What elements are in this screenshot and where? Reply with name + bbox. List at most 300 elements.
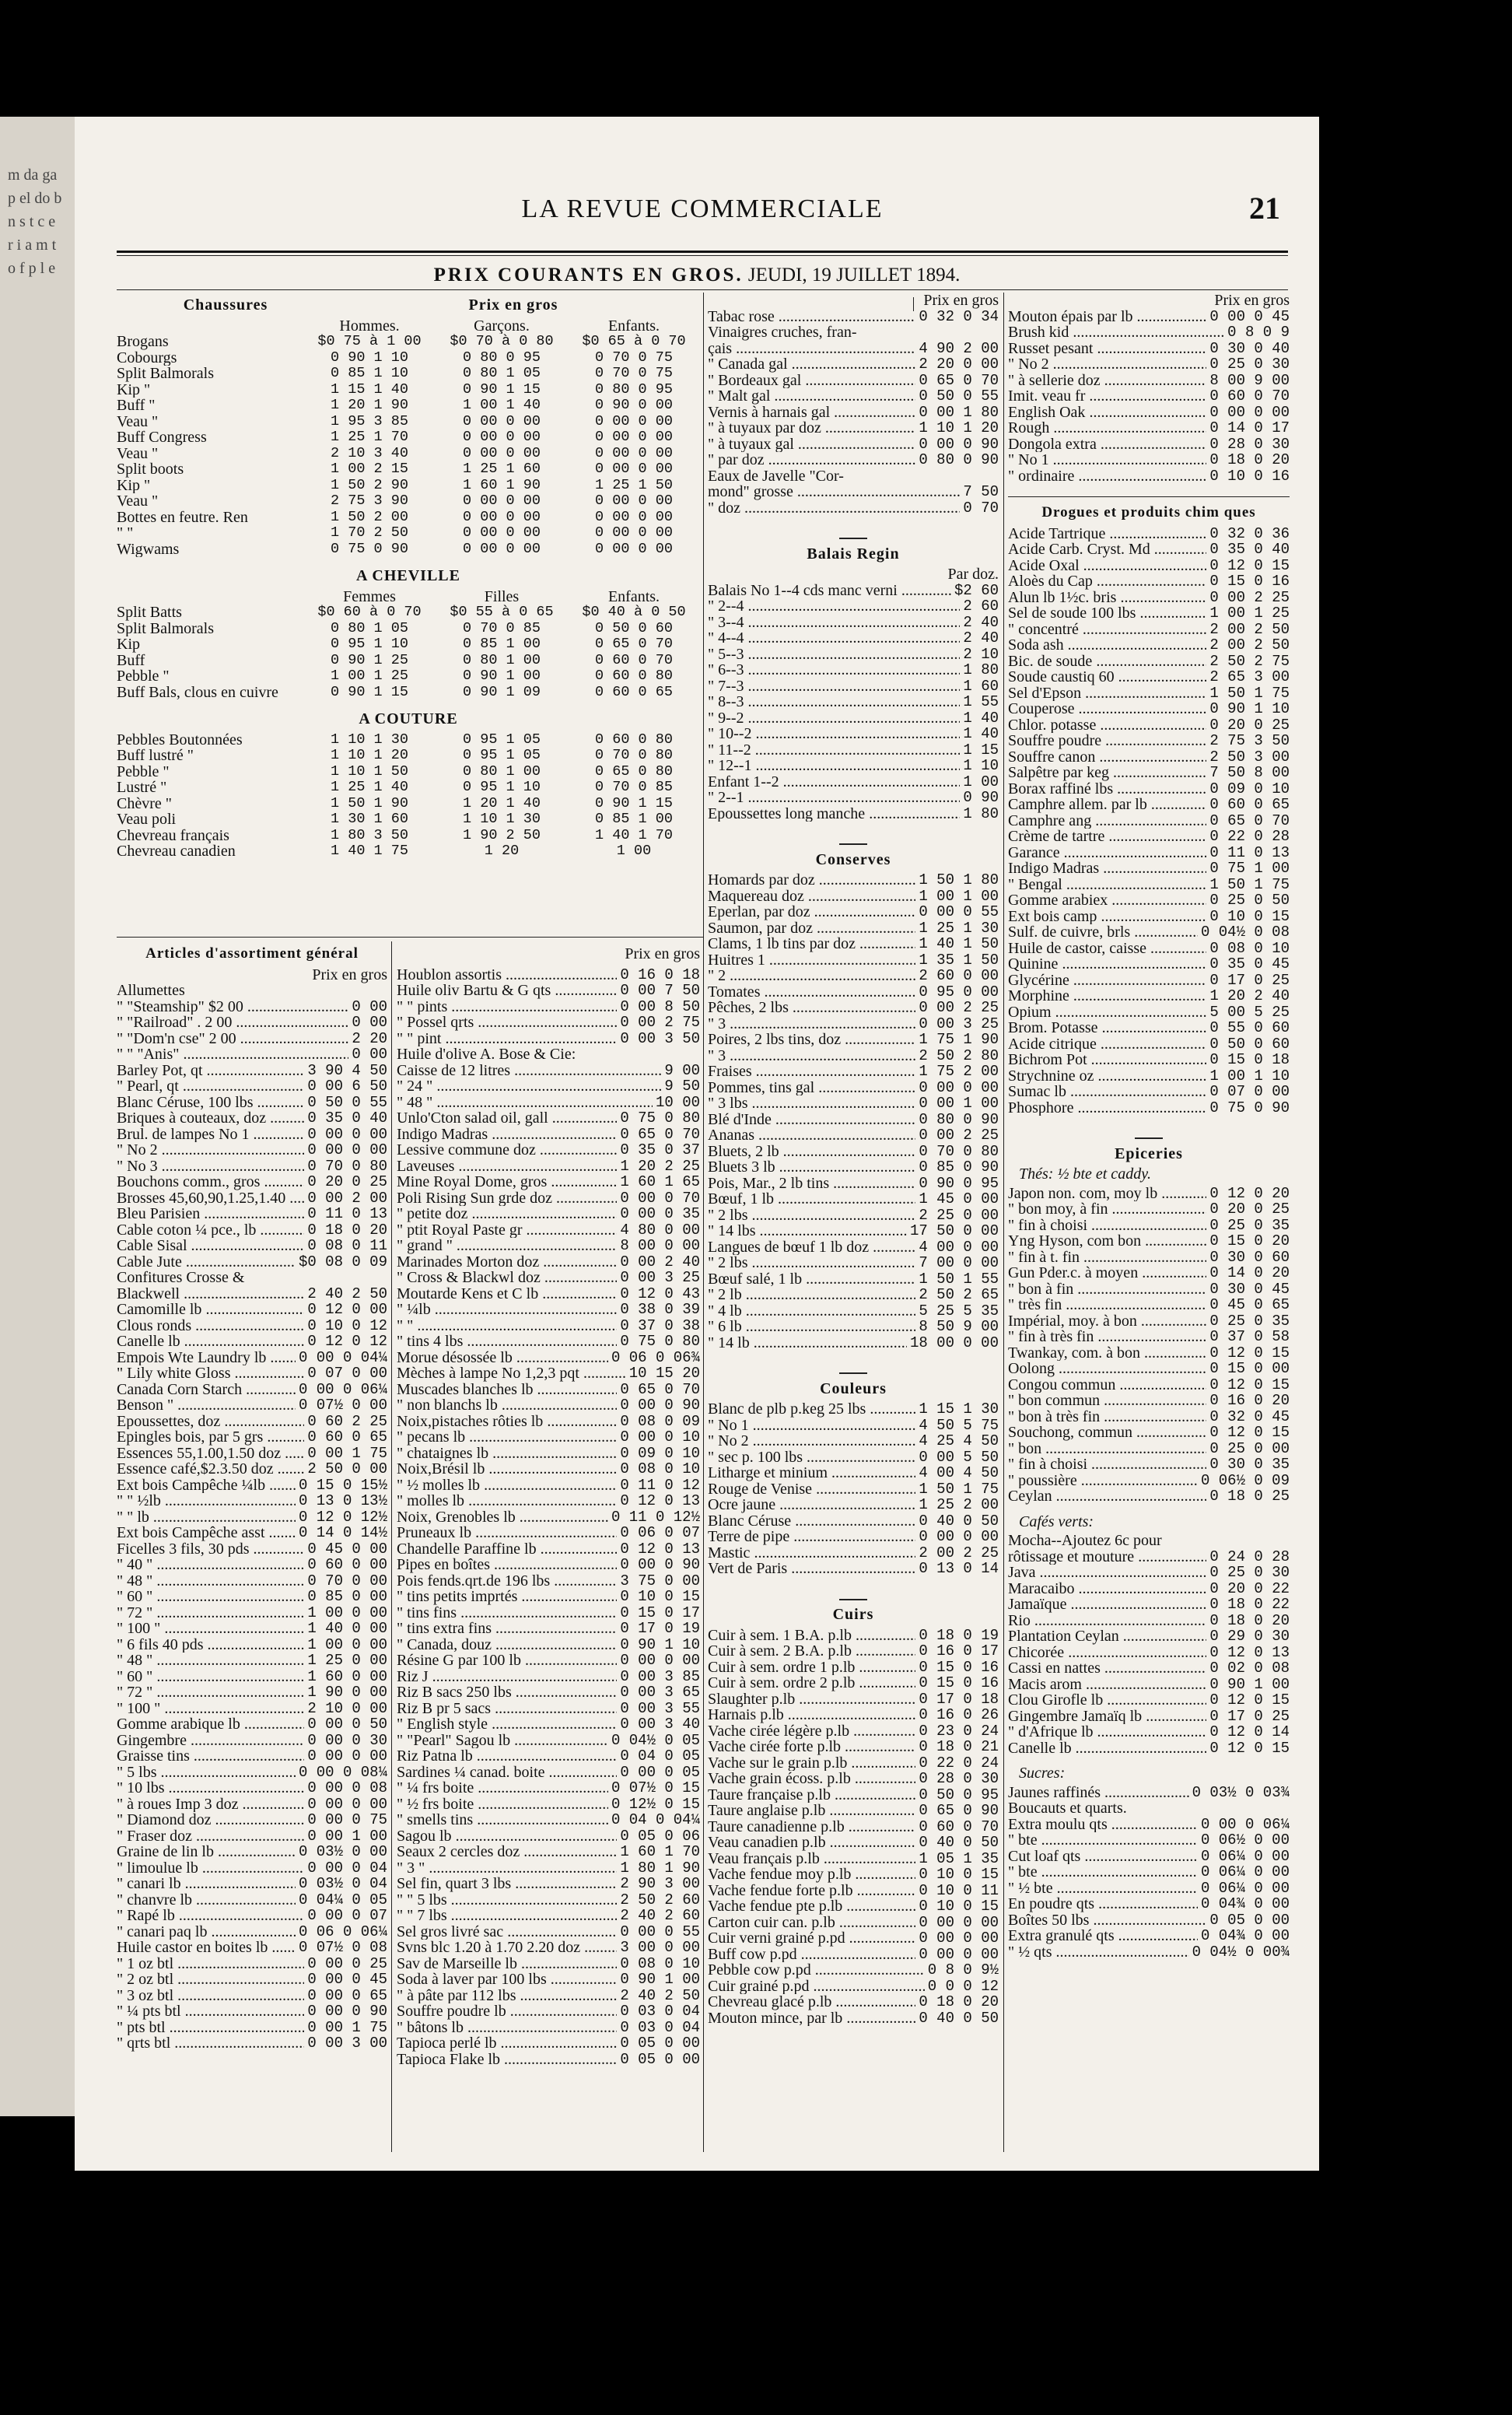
item-name: Split Batts xyxy=(117,605,182,621)
price-row xyxy=(117,1046,387,1063)
item-name: " fin à très fin ..... xyxy=(1008,1329,1206,1345)
item-name: " 2 lbs ..... xyxy=(708,1255,915,1271)
price-row xyxy=(708,1513,999,1530)
price-row xyxy=(117,1509,387,1526)
price-row xyxy=(397,1828,700,1845)
item-name: Confitures Crosse & xyxy=(117,1270,245,1286)
item-price: 1 10 1 20 xyxy=(919,420,999,436)
item-name: Barley Pot, qt ..... xyxy=(117,1063,304,1079)
item-name: Maquereau doz ..... xyxy=(708,889,915,905)
item-price: 1 40 0 00 xyxy=(307,1621,387,1637)
price-row xyxy=(708,1643,999,1660)
item-price: 0 00 0 04 xyxy=(307,1859,387,1876)
item-name: Noix,pistaches rôties lb ..... xyxy=(397,1414,617,1430)
item-price: 4 00 4 50 xyxy=(919,1465,999,1481)
item-price: 0 12 0 13 xyxy=(620,1493,700,1509)
price-row xyxy=(708,1112,999,1128)
price-row xyxy=(397,1174,700,1190)
item-price: 0 10 0 11 xyxy=(919,1882,999,1898)
price-row xyxy=(117,1924,387,1940)
price-row xyxy=(1008,590,1290,606)
item-price: 0 16 0 18 xyxy=(620,966,700,983)
price-row xyxy=(397,1429,700,1446)
item-price: 0 12 0 14 xyxy=(1209,1724,1290,1740)
item-name: " No 1 ..... xyxy=(1008,452,1206,468)
price-row xyxy=(1008,420,1290,436)
item-price: 0 20 0 25 xyxy=(1209,1201,1290,1218)
item-name: " " xyxy=(117,525,134,542)
price-row xyxy=(397,1238,700,1254)
item-name: Oolong ..... xyxy=(1008,1361,1206,1377)
price-row xyxy=(1008,1473,1290,1489)
price-row xyxy=(397,1796,700,1813)
item-price: 0 95 1 10 xyxy=(331,636,408,652)
price-row xyxy=(1008,1581,1290,1597)
item-price: 0 16 0 17 xyxy=(919,1643,999,1660)
price-row xyxy=(1008,1068,1290,1085)
item-price: 0 04½ 0 00¾ xyxy=(1192,1944,1290,1960)
item-name: çais ..... xyxy=(708,341,915,357)
item-price: 2 50 2 60 xyxy=(620,1891,700,1908)
price-row xyxy=(117,1637,387,1653)
item-price: 0 90 1 10 xyxy=(331,349,408,366)
item-price: 0 00 0 55 xyxy=(620,1923,700,1940)
item-price: 0 00 0 00 xyxy=(463,445,541,461)
item-price: 0 60 2 25 xyxy=(307,1413,387,1429)
item-name: Soude caustiq 60 ..... xyxy=(1008,669,1206,685)
item-price: 0 00 2 00 xyxy=(307,1190,387,1206)
column-rule xyxy=(703,293,704,2152)
item-name: Cuir à sem. 1 B.A. p.lb ..... xyxy=(708,1628,915,1644)
price-row xyxy=(1008,988,1290,1004)
item-name: " " ..... xyxy=(397,1318,617,1334)
item-price: 0 35 0 37 xyxy=(620,1142,700,1158)
item-name: Sel de soude 100 lbs ..... xyxy=(1008,605,1206,622)
item-name: " "Pearl" Sagou lb ..... xyxy=(397,1733,608,1749)
price-row xyxy=(117,1461,387,1477)
item-name: " 3 lbs ..... xyxy=(708,1095,915,1112)
column-4 xyxy=(1008,293,1290,1960)
item-price: 0 00 0 00 xyxy=(595,493,673,509)
item-price: 0 04¾ 0 00 xyxy=(1200,1896,1290,1912)
price-row xyxy=(1008,701,1290,717)
item-name: " 100 " ..... xyxy=(117,1621,304,1637)
price-row xyxy=(397,1589,700,1605)
masthead-title: LA REVUE COMMERCIALE xyxy=(521,195,884,223)
price-row xyxy=(117,1493,387,1509)
item-name: Chandelle Paraffine lb ..... xyxy=(397,1541,617,1558)
price-row xyxy=(1008,1613,1290,1629)
item-price: 0 12 0 20 xyxy=(1209,1185,1290,1201)
item-price: 0 00 0 65 xyxy=(307,1987,387,2003)
item-name: Pruneaux lb ..... xyxy=(397,1525,617,1541)
item-name: " ½ molles lb ..... xyxy=(397,1477,617,1494)
item-name: Canelle lb ..... xyxy=(117,1334,304,1350)
item-price: 0 00 0 00 xyxy=(463,413,541,429)
price-row xyxy=(1008,669,1290,685)
price-row xyxy=(708,1561,999,1577)
item-name: Camphre ang ..... xyxy=(1008,813,1206,829)
price-row xyxy=(708,1898,999,1915)
item-price: 0 00 0 00 xyxy=(595,445,673,461)
price-row xyxy=(117,1350,387,1366)
price-row xyxy=(1008,356,1290,373)
item-name: Split Balmorals xyxy=(117,620,214,636)
item-price: 0 90 1 00 xyxy=(620,1972,700,1988)
item-name: Gomme arabiex ..... xyxy=(1008,892,1206,909)
item-name: Pebbles Boutonnées xyxy=(117,731,243,748)
price-row xyxy=(397,2003,700,2020)
item-name: " 6--3 ..... xyxy=(708,662,960,678)
price-row xyxy=(708,1675,999,1691)
price-row xyxy=(397,1110,700,1127)
item-name: Cuir à sem. ordre 2 p.lb ..... xyxy=(708,1675,915,1691)
item-price: 0 80 0 90 xyxy=(919,452,999,468)
price-row xyxy=(397,1605,700,1621)
item-price: 0 00 0 00 xyxy=(463,525,541,541)
price-row xyxy=(397,1908,700,1924)
item-price: 1 15 xyxy=(963,741,999,758)
item-price: 0 00 0 45 xyxy=(1209,308,1290,324)
item-price: 1 00 0 00 xyxy=(307,1636,387,1653)
item-name: Eperlan, par doz ..... xyxy=(708,904,915,920)
item-price: 0 00 xyxy=(352,998,387,1015)
price-row xyxy=(708,952,999,969)
price-row xyxy=(708,710,999,727)
price-row xyxy=(397,1653,700,1669)
item-name: Pois fends.qrt.de 196 lbs ..... xyxy=(397,1573,617,1590)
item-price: 0 60 0 65 xyxy=(595,684,673,700)
item-price: 2 20 xyxy=(352,1030,387,1046)
item-price: 0 00 0 55 xyxy=(919,904,999,920)
item-price: 0 80 0 95 xyxy=(463,349,541,366)
item-name: " chanvre lb ..... xyxy=(117,1892,296,1909)
item-price: 9 00 xyxy=(664,1062,700,1078)
item-price: 8 00 0 00 xyxy=(620,1238,700,1254)
item-price: 1 80 xyxy=(963,805,999,822)
price-row xyxy=(1008,1880,1290,1897)
item-name: Sel fin, quart 3 lbs ..... xyxy=(397,1876,617,1892)
item-price: 0 90 xyxy=(963,790,999,806)
price-row xyxy=(1008,749,1290,766)
price-row xyxy=(708,1545,999,1562)
item-price: 0 40 0 50 xyxy=(919,1512,999,1529)
price-row xyxy=(397,1446,700,1462)
price-row xyxy=(397,1509,700,1526)
item-name: " " pints ..... xyxy=(397,999,617,1015)
price-row xyxy=(708,1176,999,1192)
price-row xyxy=(708,1962,999,1979)
item-price: 0 09 0 10 xyxy=(620,1445,700,1461)
item-name: Chèvre " xyxy=(117,795,172,811)
price-row xyxy=(397,1095,700,1111)
item-price: 0 75 0 90 xyxy=(1209,1099,1290,1116)
item-name: Mouton épais par lb ..... xyxy=(1008,309,1206,325)
item-name: Caisse de 12 litres ..... xyxy=(397,1063,661,1079)
item-name: " Malt gal ..... xyxy=(708,388,915,405)
price-row xyxy=(397,1063,700,1079)
item-price: 0 25 0 50 xyxy=(1209,892,1290,909)
price-row xyxy=(1008,1832,1290,1849)
item-price: 0 80 1 05 xyxy=(463,366,541,381)
price-row xyxy=(708,936,999,952)
price-row xyxy=(1008,813,1290,829)
item-price: 0 11 0 13 xyxy=(1209,844,1290,860)
item-price: 0 45 0 00 xyxy=(307,1540,387,1557)
item-name: Blé d'Inde ..... xyxy=(708,1112,915,1128)
price-row xyxy=(708,1303,999,1320)
price-row xyxy=(1008,373,1290,389)
price-row xyxy=(1008,654,1290,670)
item-price: 1 25 1 70 xyxy=(331,429,408,445)
short-rule xyxy=(839,538,867,539)
item-price: 2 20 0 00 xyxy=(919,356,999,373)
item-price: 0 00 0 06¼ xyxy=(1200,1816,1290,1832)
price-row xyxy=(708,1739,999,1755)
item-price: 1 05 1 35 xyxy=(919,1850,999,1866)
item-name: " " ½lb ..... xyxy=(117,1493,296,1509)
price-row xyxy=(1008,468,1290,485)
price-row xyxy=(708,726,999,742)
item-name: " "Railroad" . 2 00 ..... xyxy=(117,1015,348,1031)
item-price: 0 14 0 17 xyxy=(1209,420,1290,436)
item-name: " Cross & Blackwl doz ..... xyxy=(397,1270,617,1286)
price-row xyxy=(708,1401,999,1418)
item-price: 0 29 0 30 xyxy=(1209,1628,1290,1645)
item-name: Gingembre Jamaïq lb ..... xyxy=(1008,1709,1206,1725)
item-name: " fin à choisi ..... xyxy=(1008,1456,1206,1473)
price-row xyxy=(708,1208,999,1224)
item-price: 0 00 0 90 xyxy=(620,1397,700,1414)
item-price: 1 50 2 90 xyxy=(331,477,408,493)
price-row xyxy=(1008,1709,1290,1725)
price-row xyxy=(708,1947,999,1963)
item-price: 0 12 0 13 xyxy=(1209,1644,1290,1660)
item-name: Cable Jute ..... xyxy=(117,1254,296,1271)
item-name: English Oak ..... xyxy=(1008,405,1206,421)
item-price: 2 65 3 00 xyxy=(1209,669,1290,685)
price-row xyxy=(708,436,999,453)
item-price: 0 80 1 05 xyxy=(331,620,408,636)
item-price: 0 28 0 30 xyxy=(1209,436,1290,452)
item-name: " Diamond doz ..... xyxy=(117,1812,304,1828)
price-row xyxy=(397,1621,700,1637)
item-price: 0 30 0 40 xyxy=(1209,340,1290,356)
item-name: Sel d'Epson ..... xyxy=(1008,685,1206,702)
item-price: 0 00 0 05 xyxy=(620,1764,700,1780)
item-price: 0 05 0 00 xyxy=(620,2035,700,2052)
price-row xyxy=(397,1780,700,1796)
item-price: 1 45 0 00 xyxy=(919,1191,999,1208)
item-price: 0 15 0 15½ xyxy=(298,1477,387,1493)
item-price: 5 25 5 35 xyxy=(919,1302,999,1319)
item-price: 1 30 1 60 xyxy=(331,811,408,827)
general-list-1 xyxy=(117,983,387,2052)
item-name: " Canada, douz ..... xyxy=(397,1637,617,1653)
cheville-table xyxy=(117,589,700,701)
item-name: Allumettes xyxy=(117,983,185,999)
item-price: 0 00 0 75 xyxy=(307,1812,387,1828)
item-price: 0 06¼ 0 00 xyxy=(1200,1864,1290,1880)
item-name: Tabac rose ..... xyxy=(708,309,915,325)
item-price: 0 12 0 00 xyxy=(307,1302,387,1318)
item-price: 1 20 2 40 xyxy=(1209,988,1290,1004)
item-price: 0 15 0 16 xyxy=(919,1675,999,1691)
item-price: 0 40 0 50 xyxy=(919,1835,999,1851)
item-price: 0 65 0 70 xyxy=(620,1381,700,1397)
item-price: 0 40 0 50 xyxy=(919,2010,999,2026)
item-name: Veau " xyxy=(117,445,159,461)
price-row xyxy=(708,341,999,357)
table-header: Hommes. xyxy=(339,317,400,334)
price-row xyxy=(1008,1800,1290,1817)
item-name: Eaux de Javelle "Cor- xyxy=(708,468,844,484)
item-name: Crème de tartre ..... xyxy=(1008,829,1206,845)
item-name: " No 3 ..... xyxy=(117,1158,304,1175)
item-price: 0 10 0 15 xyxy=(919,1898,999,1915)
item-price: 0 00 0 90 xyxy=(919,436,999,452)
price-row xyxy=(397,1365,700,1382)
price-row xyxy=(117,1684,387,1701)
item-price: 0 70 0 00 xyxy=(307,1572,387,1589)
item-price: 2 50 0 00 xyxy=(307,1461,387,1477)
item-name: Impérial, moy. à bon ..... xyxy=(1008,1313,1206,1330)
item-price: 0 70 0 80 xyxy=(307,1158,387,1174)
price-row xyxy=(397,1158,700,1175)
item-name: Veau canadien p.lb ..... xyxy=(708,1835,915,1851)
item-price: 0 50 0 60 xyxy=(595,620,673,636)
item-name: Riz Patna lb ..... xyxy=(397,1748,617,1765)
item-price: 0 12 0 15 xyxy=(1209,1425,1290,1441)
price-row xyxy=(1008,1250,1290,1266)
conserves-list xyxy=(708,872,999,1351)
price-row xyxy=(117,1174,387,1190)
item-price xyxy=(697,1046,700,1063)
item-price: 2 40 2 50 xyxy=(620,1987,700,2003)
section-rule xyxy=(117,937,703,938)
item-name: Ocre jaune ..... xyxy=(708,1497,915,1513)
col4-subtitle: Prix en gros xyxy=(1214,292,1290,309)
item-price: 0 00 0 00 xyxy=(463,541,541,557)
item-price: 4 50 5 75 xyxy=(919,1417,999,1433)
item-price: 1 60 1 70 xyxy=(620,1844,700,1860)
cafes-list xyxy=(1008,1533,1290,1756)
item-price: 0 50 0 55 xyxy=(919,388,999,405)
item-name: Pebble " xyxy=(117,668,170,685)
item-price: 0 10 0 15 xyxy=(1209,908,1290,924)
item-price: 0 75 1 00 xyxy=(1209,860,1290,877)
price-row xyxy=(397,1078,700,1095)
previous-page-text: m da ga p el do b n s t c e r i a m t o f p l e xyxy=(8,166,62,277)
item-price: 1 60 1 90 xyxy=(463,477,541,493)
item-price: 0 90 1 25 xyxy=(331,652,408,668)
price-row xyxy=(708,662,999,678)
item-name: " bon à fin ..... xyxy=(1008,1281,1206,1298)
item-price: 0 60 0 70 xyxy=(1209,388,1290,405)
item-price: 0 20 0 25 xyxy=(307,1174,387,1190)
item-name: Vache fendue forte p.lb ..... xyxy=(708,1883,915,1899)
price-row xyxy=(117,1238,387,1254)
price-row xyxy=(117,999,387,1015)
item-name: Cut loaf qts ..... xyxy=(1008,1849,1198,1865)
item-price: 0 16 0 26 xyxy=(919,1707,999,1723)
item-name: Camphre allem. par lb ..... xyxy=(1008,797,1206,813)
item-price: 4 25 4 50 xyxy=(919,1433,999,1449)
item-price: 0 50 0 60 xyxy=(1209,1036,1290,1052)
item-name: Essence café,$2.3.50 doz ..... xyxy=(117,1461,304,1477)
item-name: Acide Carb. Cryst. Md ..... xyxy=(1008,542,1206,558)
item-name: Cuir à sem. 2 B.A. p.lb ..... xyxy=(708,1643,915,1660)
price-row xyxy=(117,1908,387,1924)
item-price: 0 06 0 06¼ xyxy=(298,1923,387,1940)
item-price: 1 55 xyxy=(963,694,999,710)
item-price: 0 55 0 60 xyxy=(1209,1020,1290,1036)
item-price: 0 25 0 35 xyxy=(1209,1217,1290,1233)
item-name: Litharge et minium ..... xyxy=(708,1465,915,1481)
price-row xyxy=(1008,1313,1290,1330)
item-name: " grand " ..... xyxy=(397,1238,617,1254)
item-name: Souffre poudre lb ..... xyxy=(397,2003,617,2020)
price-row xyxy=(117,1972,387,1988)
item-price: 0 12 0 15 xyxy=(1209,1692,1290,1709)
price-row xyxy=(117,983,387,999)
item-price: 0 90 1 10 xyxy=(620,1636,700,1653)
item-price: 0 85 1 00 xyxy=(595,811,673,827)
item-price: 0 00 3 55 xyxy=(620,1700,700,1716)
item-price: 0 00 0 30 xyxy=(307,1732,387,1748)
item-name: " très fin ..... xyxy=(1008,1297,1206,1313)
item-price: 10 15 20 xyxy=(628,1365,700,1382)
item-price: 0 60 0 80 xyxy=(595,731,673,748)
short-rule xyxy=(839,1372,867,1374)
price-row xyxy=(1008,622,1290,638)
item-name: Indigo Madras ..... xyxy=(397,1127,617,1143)
item-price xyxy=(1286,1533,1290,1549)
item-price: 1 70 2 50 xyxy=(331,525,408,541)
price-row xyxy=(1008,1677,1290,1693)
item-name: Epoussettes, doz ..... xyxy=(117,1414,304,1430)
previous-page-edge xyxy=(0,117,75,2116)
price-row xyxy=(1008,1201,1290,1218)
item-price: 1 10 1 30 xyxy=(463,811,541,827)
price-row xyxy=(1008,765,1290,781)
item-name: Rio ..... xyxy=(1008,1613,1206,1629)
item-name: Quinine ..... xyxy=(1008,956,1206,973)
item-name: " 60 " ..... xyxy=(117,1669,304,1685)
item-price: 0 04½ 0 05 xyxy=(611,1732,700,1748)
item-name: " tins petits imprtés ..... xyxy=(397,1589,617,1605)
price-row xyxy=(117,1334,387,1350)
item-name: " Fraser doz ..... xyxy=(117,1828,304,1845)
item-price: 2 40 xyxy=(963,614,999,630)
item-price: 4 80 0 00 xyxy=(620,1222,700,1238)
item-price: 0 90 1 09 xyxy=(463,684,541,700)
item-name: " 9--2 ..... xyxy=(708,710,960,727)
item-name: Homards par doz ..... xyxy=(708,872,915,889)
price-row xyxy=(708,420,999,436)
item-price: 0 10 0 12 xyxy=(307,1317,387,1334)
price-row xyxy=(117,1812,387,1828)
item-price: 1 75 2 00 xyxy=(919,1064,999,1080)
item-name: Pebble cow p.pd ..... xyxy=(708,1962,925,1979)
item-name: " 6 lb ..... xyxy=(708,1319,915,1335)
item-name: Bouchons comm., gros ..... xyxy=(117,1174,304,1190)
item-price: 0 04½ 0 08 xyxy=(1200,924,1290,941)
item-price: 0 12 0 12½ xyxy=(298,1509,387,1525)
item-price: 1 00 1 40 xyxy=(463,398,541,413)
item-price: 0 06 0 07 xyxy=(620,1525,700,1541)
item-name: Brogans xyxy=(117,334,169,350)
